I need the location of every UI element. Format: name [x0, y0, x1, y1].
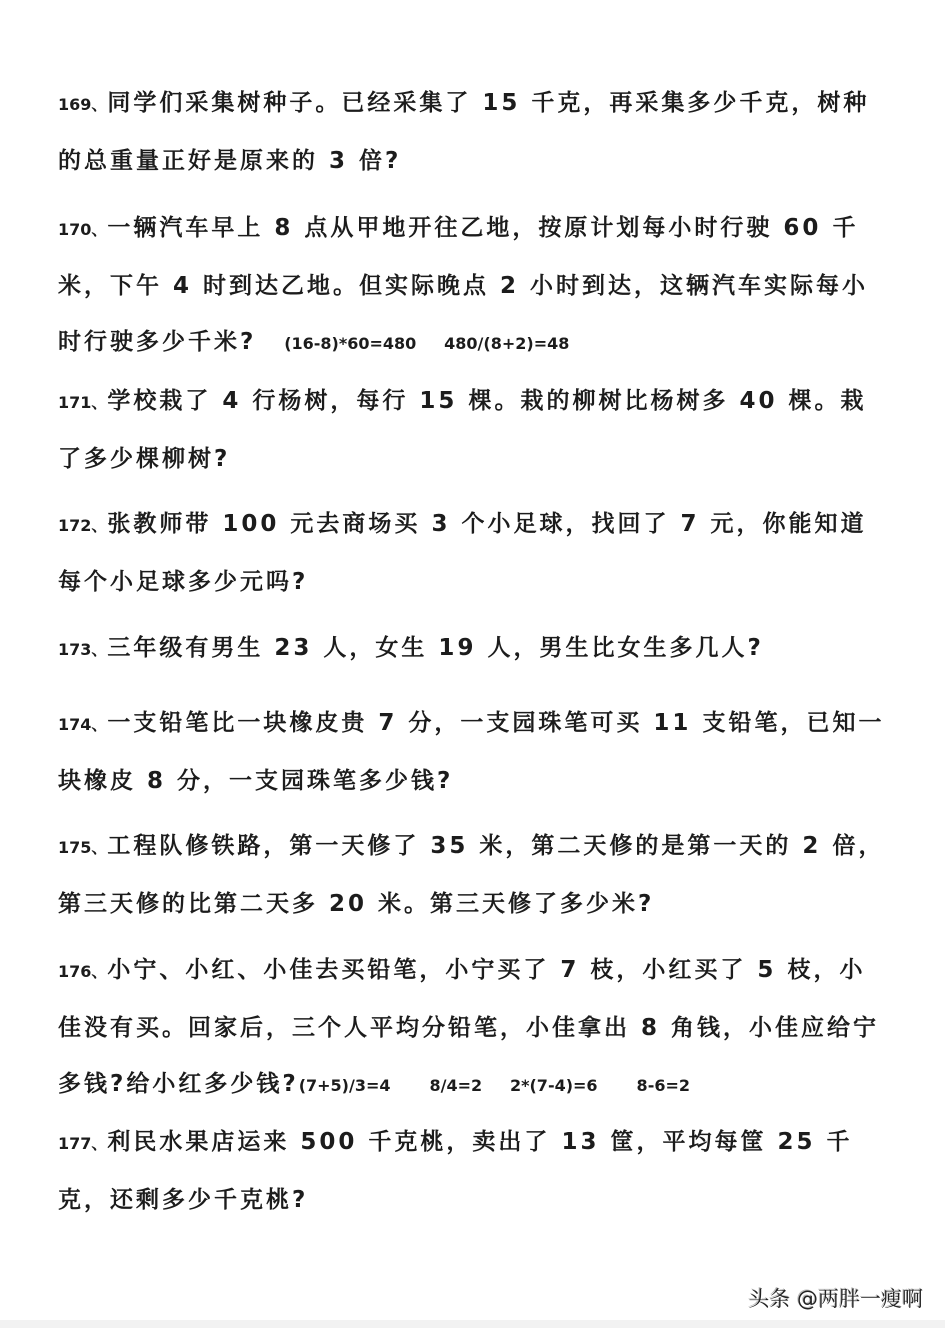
- source-watermark: 头条 @两胖一瘦啊: [748, 1287, 923, 1311]
- problem-text: 一支铅笔比一块橡皮贵 7 分，一支园珠笔可买 11 支铅笔，已知一块橡皮 8 分，一支园珠笔多少钱?: [58, 710, 885, 794]
- problem-174: [58, 695, 888, 809]
- problem-text: 工程队修铁路，第一天修了 35 米，第二天修的是第一天的 2 倍，第三天修的比第二天多 20 米。第三天修了多少米?: [58, 833, 885, 917]
- problem-177: [58, 1114, 888, 1228]
- problem-number: 169、: [58, 95, 108, 114]
- problem-number: 171、: [58, 393, 108, 412]
- problem-171: [58, 373, 888, 487]
- problem-text: 三年级有男生 23 人，女生 19 人，男生比女生多几人?: [107, 635, 764, 661]
- problem-176: [58, 942, 888, 1114]
- problem-172: [58, 496, 888, 610]
- problem-173: [58, 620, 888, 678]
- problem-number: 170、: [58, 220, 108, 239]
- problem-number: 173、: [58, 640, 108, 659]
- problem-number: 176、: [58, 962, 108, 981]
- problem-text: 张教师带 100 元去商场买 3 个小足球，找回了 7 元，你能知道每个小足球多少元吗?: [58, 511, 867, 595]
- problem-text: 小宁、小红、小佳去买铅笔，小宁买了 7 枝，小红买了 5 枝，小佳没有买。回家后，三个人平均分铅笔，小佳拿出 8 角钱，小佳应给宁多钱?给小红多少钱?: [58, 957, 880, 1097]
- problem-text: 学校栽了 4 行杨树，每行 15 棵。栽的柳树比杨树多 40 棵。栽了多少棵柳树?: [58, 388, 867, 472]
- solution-formula: (16-8)*60=480 480/(8+2)=48: [256, 334, 570, 353]
- problem-text: 一辆汽车早上 8 点从甲地开往乙地，按原计划每小时行驶 60 千米，下午 4 时到达乙地。但实际晚点 2 小时到达，这辆汽车实际每小时行驶多少千米?: [58, 215, 869, 355]
- problem-number: 174、: [58, 715, 108, 734]
- problem-175: [58, 818, 888, 932]
- problem-number: 172、: [58, 516, 108, 535]
- problem-number: 177、: [58, 1134, 108, 1153]
- bottom-divider: [0, 1320, 945, 1328]
- problem-text: 利民水果店运来 500 千克桃，卖出了 13 筐，平均每筐 25 千克，还剩多少千克桃?: [58, 1129, 853, 1213]
- solution-formula: (7+5)/3=4 8/4=2 2*(7-4)=6 8-6=2: [298, 1076, 690, 1095]
- problem-170: [58, 200, 888, 372]
- problem-169: [58, 75, 888, 189]
- problem-number: 175、: [58, 838, 108, 857]
- problem-text: 同学们采集树种子。已经采集了 15 千克，再采集多少千克，树种的总重量正好是原来的 3 倍?: [58, 90, 870, 174]
